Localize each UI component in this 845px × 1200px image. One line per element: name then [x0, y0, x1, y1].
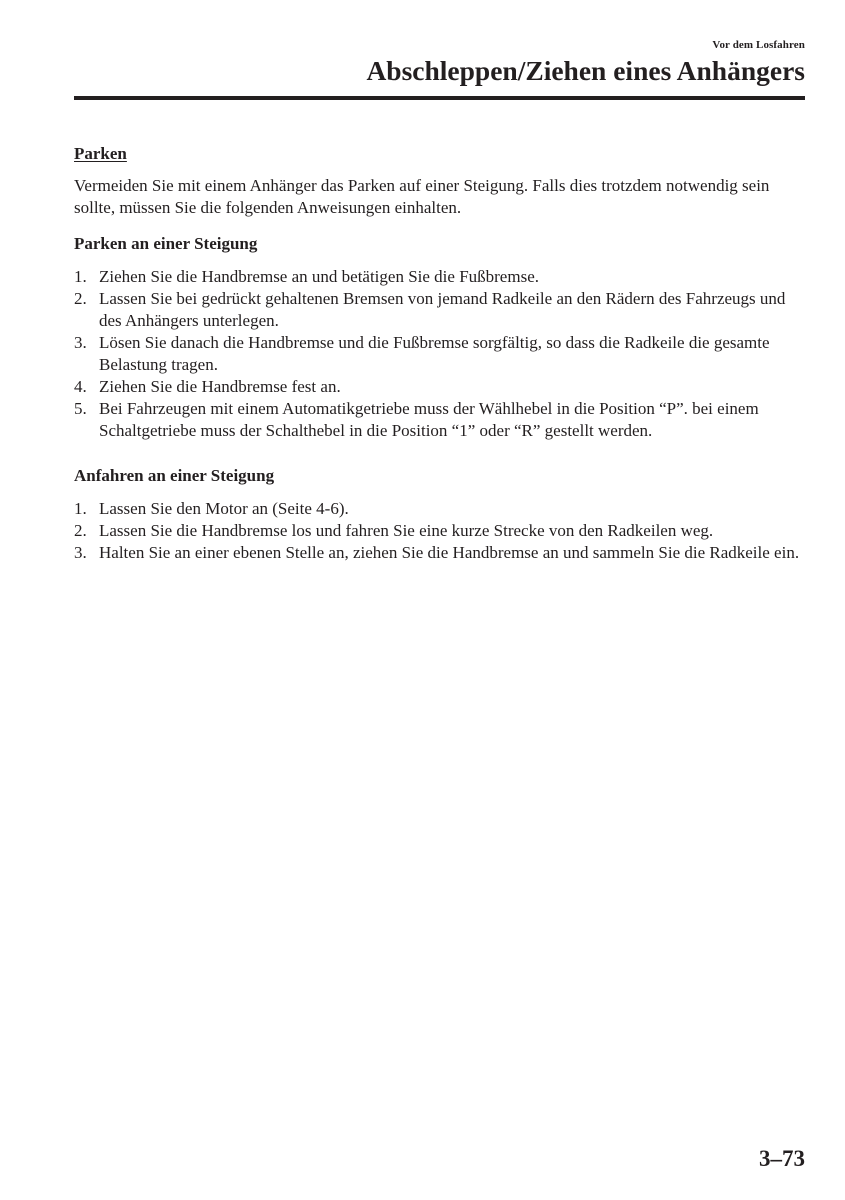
section-heading-parken: Parken — [74, 144, 127, 163]
step-text: Bei Fahrzeugen mit einem Automatikgetriebe muss der Wählhebel in die Position “P”. bei einem Schaltgetriebe muss der Schalthebel in die Position “1” oder “R” gestellt werden. — [99, 399, 759, 440]
parken-steps-list — [74, 266, 805, 442]
step-text: Lassen Sie bei gedrückt gehaltenen Bremsen von jemand Radkeile an den Rädern des Fahrzeugs und des Anhängers unterlegen. — [99, 289, 786, 330]
list-item — [74, 376, 805, 398]
step-text: Lösen Sie danach die Handbremse und die Fußbremse sorgfältig, so dass die Radkeile die gesamte Belastung tragen. — [99, 333, 770, 374]
step-number: 2. — [74, 289, 87, 308]
step-number: 3. — [74, 543, 87, 562]
subheading-anfahren-steigung: Anfahren an einer Steigung — [74, 466, 275, 485]
list-item — [74, 542, 805, 564]
page-title: Abschleppen/Ziehen eines Anhängers — [366, 55, 805, 86]
step-number: 4. — [74, 377, 87, 396]
step-number: 3. — [74, 333, 87, 352]
step-text: Ziehen Sie die Handbremse an und betätigen Sie die Fußbremse. — [99, 267, 539, 286]
page-number: 3–73 — [759, 1146, 805, 1171]
subheading-parken-steigung: Parken an einer Steigung — [74, 234, 258, 253]
intro-paragraph: Vermeiden Sie mit einem Anhänger das Parken auf einer Steigung. Falls dies trotzdem notwendig sein sollte, müssen Sie die folgenden Anweisungen einhalten. — [74, 176, 770, 217]
step-number: 1. — [74, 499, 87, 518]
step-text: Lassen Sie die Handbremse los und fahren Sie eine kurze Strecke von den Radkeilen weg. — [99, 521, 714, 540]
anfahren-steps-list — [74, 498, 805, 564]
step-text: Halten Sie an einer ebenen Stelle an, ziehen Sie die Handbremse an und sammeln Sie die Radkeile ein. — [99, 543, 800, 562]
list-item — [74, 288, 805, 332]
step-text: Lassen Sie den Motor an (Seite 4-6). — [99, 499, 349, 518]
step-text: Ziehen Sie die Handbremse fest an. — [99, 377, 341, 396]
list-item — [74, 498, 805, 520]
list-item — [74, 332, 805, 376]
list-item — [74, 266, 805, 288]
step-number: 1. — [74, 267, 87, 286]
header-divider — [74, 96, 805, 100]
page-content — [74, 143, 805, 564]
spacer — [74, 442, 805, 465]
step-number: 2. — [74, 521, 87, 540]
step-number: 5. — [74, 399, 87, 418]
list-item — [74, 398, 805, 442]
section-label: Vor dem Losfahren — [712, 39, 805, 51]
list-item — [74, 520, 805, 542]
